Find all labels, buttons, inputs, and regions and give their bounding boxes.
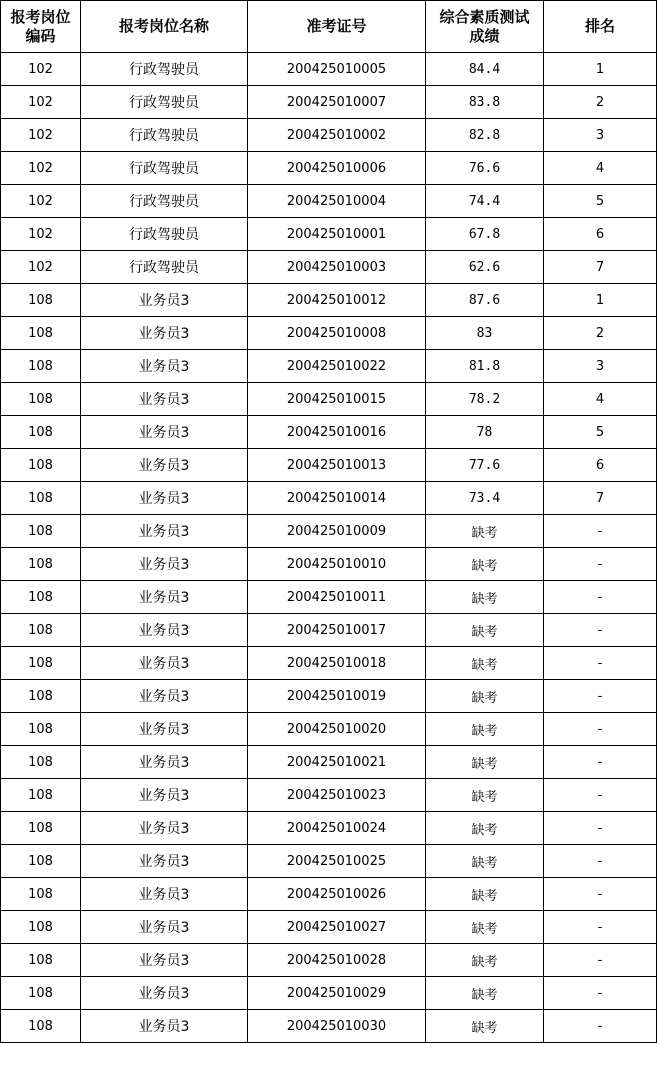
cell-position-name: 业务员3 [81,548,248,581]
cell-rank: 7 [544,482,657,515]
table-row [1,581,657,614]
cell-rank: - [544,746,657,779]
cell-position-name: 行政驾驶员 [81,251,248,284]
cell-ticket-number: 200425010027 [248,911,426,944]
cell-score: 87.6 [426,284,544,317]
cell-position-name: 行政驾驶员 [81,152,248,185]
cell-ticket-number: 200425010016 [248,416,426,449]
cell-position-code: 108 [1,647,81,680]
cell-ticket-number: 200425010005 [248,53,426,86]
table-row [1,251,657,284]
cell-rank: - [544,812,657,845]
table-header [1,1,657,53]
table-row [1,713,657,746]
cell-ticket-number: 200425010013 [248,449,426,482]
table-row [1,977,657,1010]
cell-ticket-number: 200425010011 [248,581,426,614]
cell-position-name: 业务员3 [81,416,248,449]
cell-score: 缺考 [426,779,544,812]
table-row [1,1010,657,1043]
cell-ticket-number: 200425010019 [248,680,426,713]
cell-position-name: 业务员3 [81,680,248,713]
cell-ticket-number: 200425010015 [248,383,426,416]
cell-position-code: 108 [1,680,81,713]
table-row [1,119,657,152]
cell-position-name: 业务员3 [81,482,248,515]
cell-ticket-number: 200425010020 [248,713,426,746]
cell-score: 缺考 [426,548,544,581]
cell-position-name: 业务员3 [81,944,248,977]
cell-rank: - [544,977,657,1010]
table-row [1,86,657,119]
cell-score: 67.8 [426,218,544,251]
cell-score: 62.6 [426,251,544,284]
cell-score: 83 [426,317,544,350]
cell-score: 84.4 [426,53,544,86]
cell-position-code: 108 [1,482,81,515]
header-position-code [1,1,81,53]
cell-score: 缺考 [426,515,544,548]
cell-score: 缺考 [426,845,544,878]
cell-position-name: 行政驾驶员 [81,119,248,152]
cell-rank: 6 [544,218,657,251]
cell-position-code: 108 [1,779,81,812]
cell-rank: - [544,614,657,647]
cell-rank: 2 [544,86,657,119]
cell-position-name: 业务员3 [81,581,248,614]
table-row [1,185,657,218]
cell-position-code: 102 [1,119,81,152]
cell-score: 77.6 [426,449,544,482]
cell-score: 缺考 [426,944,544,977]
cell-ticket-number: 200425010029 [248,977,426,1010]
header-score-line1: 综合素质测试 [439,7,530,26]
cell-position-code: 108 [1,713,81,746]
cell-ticket-number: 200425010007 [248,86,426,119]
cell-ticket-number: 200425010002 [248,119,426,152]
cell-ticket-number: 200425010030 [248,1010,426,1043]
cell-position-code: 108 [1,548,81,581]
table-row [1,812,657,845]
header-position-code-line1: 报考岗位 [10,7,71,26]
cell-ticket-number: 200425010010 [248,548,426,581]
header-position-name: 报考岗位名称 [81,1,248,53]
header-row [1,1,657,53]
cell-position-name: 业务员3 [81,746,248,779]
cell-score: 缺考 [426,812,544,845]
header-score-line2: 成绩 [469,26,500,45]
cell-position-code: 102 [1,53,81,86]
table-row [1,53,657,86]
cell-position-code: 108 [1,284,81,317]
header-rank: 排名 [544,1,657,53]
cell-position-code: 108 [1,449,81,482]
table-row [1,614,657,647]
cell-position-code: 108 [1,416,81,449]
table-row [1,746,657,779]
cell-score: 缺考 [426,746,544,779]
cell-score: 78.2 [426,383,544,416]
cell-score: 缺考 [426,614,544,647]
cell-position-name: 行政驾驶员 [81,185,248,218]
cell-rank: - [544,944,657,977]
cell-position-name: 业务员3 [81,878,248,911]
table-row [1,680,657,713]
table-row [1,350,657,383]
cell-position-code: 108 [1,911,81,944]
table-row [1,515,657,548]
table-row [1,482,657,515]
cell-score: 缺考 [426,680,544,713]
cell-position-name: 业务员3 [81,614,248,647]
cell-score: 缺考 [426,878,544,911]
cell-position-code: 108 [1,845,81,878]
cell-position-code: 108 [1,1010,81,1043]
cell-ticket-number: 200425010028 [248,944,426,977]
table-row [1,911,657,944]
cell-position-code: 108 [1,383,81,416]
cell-rank: 1 [544,53,657,86]
cell-rank: - [544,713,657,746]
cell-ticket-number: 200425010018 [248,647,426,680]
cell-rank: 3 [544,350,657,383]
cell-ticket-number: 200425010012 [248,284,426,317]
cell-ticket-number: 200425010025 [248,845,426,878]
cell-position-code: 108 [1,581,81,614]
cell-position-code: 108 [1,317,81,350]
cell-ticket-number: 200425010026 [248,878,426,911]
cell-ticket-number: 200425010003 [248,251,426,284]
cell-position-name: 业务员3 [81,647,248,680]
cell-ticket-number: 200425010023 [248,779,426,812]
cell-score: 78 [426,416,544,449]
table-row [1,383,657,416]
cell-position-name: 业务员3 [81,977,248,1010]
table-row [1,317,657,350]
cell-ticket-number: 200425010006 [248,152,426,185]
cell-position-name: 业务员3 [81,911,248,944]
cell-rank: - [544,878,657,911]
cell-ticket-number: 200425010017 [248,614,426,647]
cell-rank: 6 [544,449,657,482]
cell-position-code: 102 [1,251,81,284]
cell-position-code: 102 [1,185,81,218]
cell-ticket-number: 200425010008 [248,317,426,350]
cell-position-name: 业务员3 [81,449,248,482]
cell-score: 82.8 [426,119,544,152]
cell-rank: 4 [544,152,657,185]
cell-position-code: 108 [1,878,81,911]
cell-position-name: 行政驾驶员 [81,53,248,86]
cell-rank: - [544,647,657,680]
cell-rank: 2 [544,317,657,350]
cell-score: 缺考 [426,977,544,1010]
cell-position-code: 102 [1,86,81,119]
table-row [1,548,657,581]
cell-score: 73.4 [426,482,544,515]
cell-rank: - [544,845,657,878]
cell-position-name: 业务员3 [81,383,248,416]
cell-ticket-number: 200425010022 [248,350,426,383]
cell-ticket-number: 200425010001 [248,218,426,251]
cell-position-name: 业务员3 [81,713,248,746]
cell-position-name: 业务员3 [81,284,248,317]
cell-ticket-number: 200425010024 [248,812,426,845]
cell-score: 76.6 [426,152,544,185]
cell-position-name: 业务员3 [81,812,248,845]
cell-position-code: 108 [1,614,81,647]
cell-rank: 5 [544,185,657,218]
cell-rank: 1 [544,284,657,317]
cell-position-code: 102 [1,218,81,251]
cell-rank: 5 [544,416,657,449]
cell-rank: - [544,515,657,548]
table-row [1,779,657,812]
table-row [1,878,657,911]
cell-score: 74.4 [426,185,544,218]
cell-score: 缺考 [426,911,544,944]
cell-rank: - [544,911,657,944]
table-body [1,53,657,1043]
cell-score: 缺考 [426,581,544,614]
cell-score: 83.8 [426,86,544,119]
cell-rank: 3 [544,119,657,152]
table-row [1,218,657,251]
cell-score: 缺考 [426,647,544,680]
cell-position-name: 业务员3 [81,350,248,383]
cell-position-code: 102 [1,152,81,185]
cell-rank: - [544,548,657,581]
cell-position-name: 业务员3 [81,515,248,548]
cell-rank: 4 [544,383,657,416]
cell-score: 81.8 [426,350,544,383]
cell-position-code: 108 [1,977,81,1010]
cell-position-code: 108 [1,944,81,977]
cell-rank: - [544,581,657,614]
cell-rank: 7 [544,251,657,284]
cell-position-name: 行政驾驶员 [81,86,248,119]
cell-position-code: 108 [1,515,81,548]
cell-position-name: 行政驾驶员 [81,218,248,251]
table-row [1,152,657,185]
cell-ticket-number: 200425010004 [248,185,426,218]
cell-position-code: 108 [1,746,81,779]
cell-rank: - [544,779,657,812]
cell-rank: - [544,680,657,713]
cell-position-name: 业务员3 [81,845,248,878]
cell-score: 缺考 [426,713,544,746]
cell-ticket-number: 200425010021 [248,746,426,779]
cell-rank: - [544,1010,657,1043]
header-score [426,1,544,53]
table-row [1,416,657,449]
table-row [1,647,657,680]
table-row [1,845,657,878]
table-row [1,449,657,482]
cell-position-name: 业务员3 [81,779,248,812]
cell-position-code: 108 [1,350,81,383]
table-row [1,944,657,977]
cell-position-name: 业务员3 [81,1010,248,1043]
table-row [1,284,657,317]
cell-ticket-number: 200425010014 [248,482,426,515]
header-position-code-line2: 编码 [25,26,56,45]
cell-position-name: 业务员3 [81,317,248,350]
cell-ticket-number: 200425010009 [248,515,426,548]
header-ticket-number: 准考证号 [248,1,426,53]
cell-position-code: 108 [1,812,81,845]
cell-score: 缺考 [426,1010,544,1043]
